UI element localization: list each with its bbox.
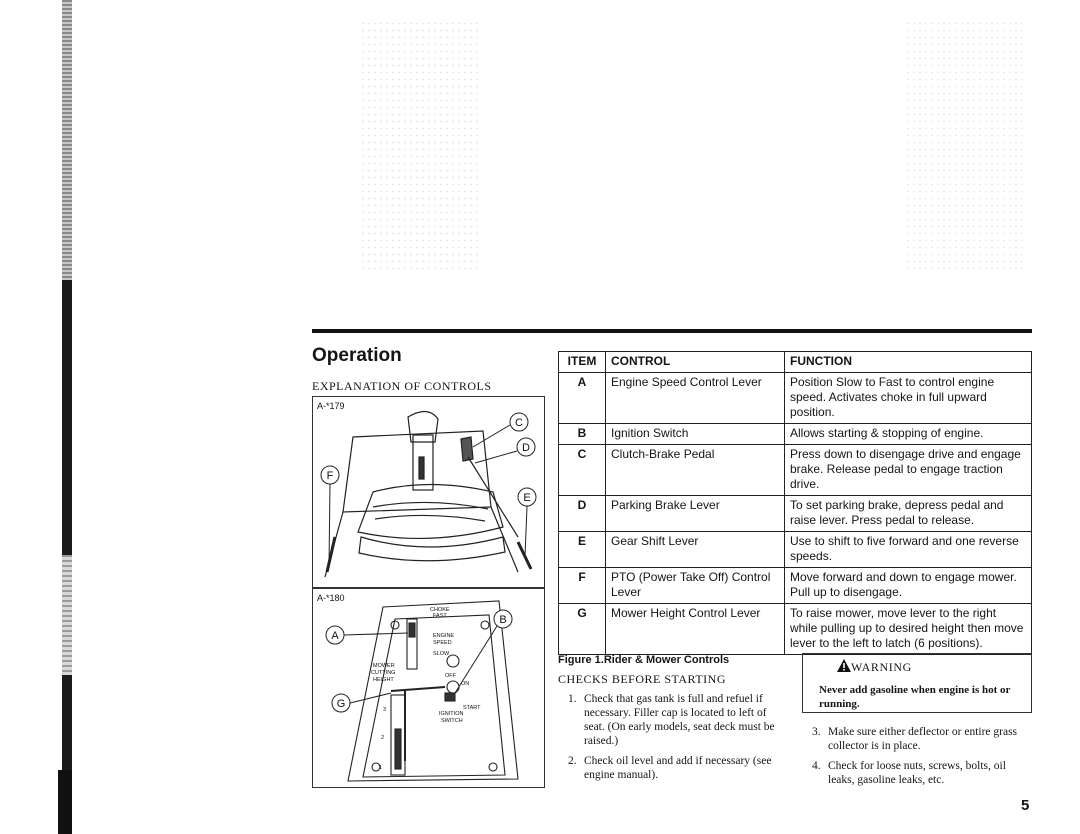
- callout-g-label: G: [336, 698, 346, 710]
- callout-d-label: D: [522, 442, 530, 454]
- start-label: START: [463, 705, 481, 711]
- item-cell: C: [559, 445, 606, 496]
- warning-icon: [837, 659, 851, 672]
- item-cell: E: [559, 532, 606, 568]
- mower-label: MOWER: [373, 663, 395, 669]
- notch-label: 1: [379, 765, 383, 771]
- function-cell: Allows starting & stopping of engine.: [785, 424, 1032, 445]
- cutting-label: CUTTING: [371, 670, 396, 676]
- switch-label: SWITCH: [441, 718, 463, 724]
- rider-controls-figure: [312, 396, 545, 588]
- panel-drawing: [313, 589, 544, 787]
- section-title: Operation: [312, 345, 402, 366]
- seat: [358, 485, 503, 539]
- control-cell: Clutch-Brake Pedal: [606, 445, 785, 496]
- list-number: 2.: [568, 755, 577, 767]
- item-cell: G: [559, 604, 606, 655]
- callout-a-label: A: [331, 630, 339, 642]
- figure-code: A-*179: [317, 401, 345, 411]
- pto-lever: [327, 537, 335, 572]
- checks-heading: CHECKS BEFORE STARTING: [558, 672, 727, 686]
- callout-c-label: C: [515, 417, 523, 429]
- table-row: [559, 424, 1032, 445]
- warning-text: Never add gasoline when engine is hot or running.: [819, 684, 1011, 710]
- item-cell: F: [559, 568, 606, 604]
- panel-screw: [481, 621, 489, 629]
- figure-caption: Figure 1.Rider & Mower Controls: [558, 654, 730, 666]
- control-cell: Mower Height Control Lever: [606, 604, 785, 655]
- choke-label: CHOKE: [430, 607, 450, 613]
- control-cell: Ignition Switch: [606, 424, 785, 445]
- control-cell: Parking Brake Lever: [606, 496, 785, 532]
- scan-speckle: [360, 20, 480, 270]
- binding-texture: [62, 0, 72, 280]
- off-label: OFF: [445, 673, 456, 679]
- fast-label: FAST: [433, 613, 447, 619]
- rider-drawing: [313, 397, 544, 587]
- control-panel-figure: [312, 588, 545, 788]
- table-row: [559, 568, 1032, 604]
- function-header: FUNCTION: [785, 352, 1032, 373]
- function-cell: Use to shift to five forward and one reverse speeds.: [785, 532, 1032, 568]
- list-item: [812, 759, 1032, 787]
- binding-shadow: [58, 770, 72, 834]
- notch-label: 3: [383, 707, 387, 713]
- list-text: Check that gas tank is full and refuel if necessary. Filler cap is located to left of seat. (On early models, seat deck must be raised.): [584, 693, 775, 747]
- notch-label: 2: [381, 735, 385, 741]
- warning-box: [802, 653, 1032, 713]
- gear-rod: [468, 457, 518, 537]
- control-header: CONTROL: [606, 352, 785, 373]
- callout-b-label: B: [499, 614, 507, 626]
- seat-line: [375, 515, 485, 521]
- on-symbol: [447, 681, 459, 693]
- table-row: [559, 445, 1032, 496]
- speed-label: SPEED: [433, 640, 452, 646]
- function-cell: To raise mower, move lever to the right while pulling up to desired height then move lever to the left to latch (6 positions).: [785, 604, 1032, 655]
- callout-e-label: E: [523, 492, 531, 504]
- seat-base: [359, 537, 505, 561]
- warning-label: WARNING: [851, 660, 912, 674]
- list-item: [568, 692, 790, 748]
- ignition-label: IGNITION: [439, 711, 464, 717]
- on-label: ON: [461, 681, 470, 687]
- engine-label: ENGINE: [433, 633, 455, 639]
- scan-speckle: [905, 20, 1025, 270]
- callout-f-label: F: [326, 470, 334, 482]
- section-rule: [312, 329, 1032, 333]
- function-cell: Position Slow to Fast to control engine speed. Activates choke in full upward position.: [785, 373, 1032, 424]
- item-header: ITEM: [559, 352, 606, 373]
- list-item: [812, 725, 1032, 753]
- function-cell: To set parking brake, depress pedal and raise lever. Press pedal to release.: [785, 496, 1032, 532]
- control-cell: Gear Shift Lever: [606, 532, 785, 568]
- slow-label: SLOW: [433, 651, 450, 657]
- list-number: 1.: [568, 693, 577, 705]
- gear-lever: [518, 542, 531, 569]
- list-item: [568, 754, 790, 782]
- figure-code: A-*180: [317, 593, 345, 603]
- list-number: 3.: [812, 726, 821, 738]
- item-cell: A: [559, 373, 606, 424]
- panel-screw: [391, 621, 399, 629]
- function-cell: Move forward and down to engage mower. Pull up to disengage.: [785, 568, 1032, 604]
- controls-table: [558, 351, 1032, 655]
- list-text: Check oil level and add if necessary (see engine manual).: [584, 755, 772, 781]
- list-text: Check for loose nuts, screws, bolts, oil leaks, gasoline leaks, etc.: [828, 760, 1006, 786]
- checks-list-left: [568, 692, 790, 788]
- panel-screw: [489, 763, 497, 771]
- height-lever-knob: [395, 729, 401, 769]
- item-cell: B: [559, 424, 606, 445]
- list-number: 4.: [812, 760, 821, 772]
- height-label: HEIGHT: [373, 677, 394, 683]
- pedal: [461, 437, 473, 461]
- ignition-key: [445, 693, 455, 701]
- explanation-heading: EXPLANATION OF CONTROLS: [312, 379, 492, 393]
- control-cell: PTO (Power Take Off) Control Lever: [606, 568, 785, 604]
- speed-lever-knob: [409, 623, 415, 637]
- speed-lever: [419, 457, 424, 479]
- page-number: 5: [1021, 797, 1030, 814]
- binding-texture: [62, 555, 72, 675]
- item-cell: D: [559, 496, 606, 532]
- table-header-row: [559, 352, 1032, 373]
- checks-list-right: [812, 725, 1032, 793]
- table-row: [559, 496, 1032, 532]
- table-row: [559, 604, 1032, 655]
- table-row: [559, 373, 1032, 424]
- control-cell: Engine Speed Control Lever: [606, 373, 785, 424]
- table-row: [559, 532, 1032, 568]
- function-cell: Press down to disengage drive and engage brake. Release pedal to engage traction drive.: [785, 445, 1032, 496]
- panel-outline: [348, 601, 518, 781]
- list-text: Make sure either deflector or entire grass collector is in place.: [828, 726, 1018, 752]
